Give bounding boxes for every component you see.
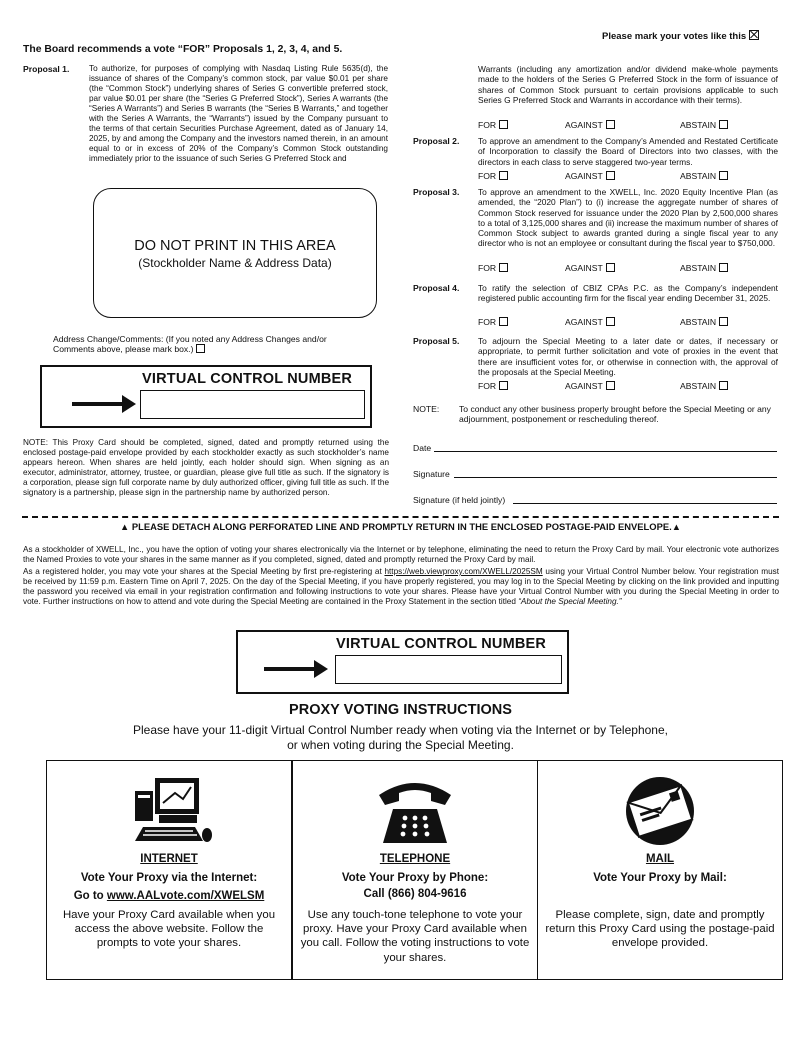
virtual-control-number-label-bottom: VIRTUAL CONTROL NUMBER xyxy=(336,636,547,652)
telephone-method-box xyxy=(292,760,538,980)
vote-against: AGAINST xyxy=(565,120,615,130)
virtual-control-number-label: VIRTUAL CONTROL NUMBER xyxy=(142,371,353,387)
joint-signature-line[interactable] xyxy=(513,503,777,504)
do-not-print-title: DO NOT PRINT IN THIS AREA xyxy=(134,238,336,254)
computer-icon xyxy=(125,775,215,847)
vote-for: FOR xyxy=(478,120,508,130)
date-line[interactable] xyxy=(434,451,777,452)
telephone-heading: TELEPHONE xyxy=(379,853,451,865)
virtual-control-number-field[interactable] xyxy=(140,390,365,419)
virtual-control-number-field-bottom[interactable] xyxy=(335,655,562,684)
proposal-5-label: Proposal 5. xyxy=(413,336,460,346)
arrow-right-icon xyxy=(72,402,124,406)
joint-signature-label: Signature (if held jointly) xyxy=(413,495,506,505)
mark-votes-instruction: Please mark your votes like this xyxy=(602,30,759,42)
proposal-4-against-checkbox[interactable] xyxy=(606,317,615,326)
virtual-control-number-box-bottom xyxy=(236,630,569,694)
preregistration-link[interactable]: https://web.viewproxy.com/XWELL/2025SM xyxy=(384,567,543,576)
address-change-note: Address Change/Comments: (If you noted any Address Changes and/or Comments above, please mark box.) xyxy=(53,334,327,355)
proposal-1-label: Proposal 1. xyxy=(23,64,70,74)
mail-heading: MAIL xyxy=(645,853,675,865)
proposal-5-text: To adjourn the Special Meeting to a later date or dates, if necessary or appropriate, to permit further solicitation and vote of proxies in the event that there are insufficient votes for, or otherwise in connection with, the approval of the proposals at the Special Meeting. xyxy=(478,336,778,377)
internet-heading: INTERNET xyxy=(140,853,198,865)
proposal-4-abstain-checkbox[interactable] xyxy=(719,317,728,326)
detach-instruction: ▲ PLEASE DETACH ALONG PERFORATED LINE AND PROMPTLY RETURN IN THE ENCLOSED POSTAGE-PAID ENVELOPE.▲ xyxy=(120,521,681,532)
registered-holder-paragraph: As a registered holder, you may vote your shares at the Special Meeting by first pre-registering at https://web.viewproxy.com/XWELL/2025SM using your Virtual Control Number below. Your registration must be received by 11:59 p.m. Eastern Time on April 7, 2025. On the day of the Special Meeting, if you have properly registered, you may log in to the Special Meeting by clicking on the link provided and inputting the password you received via email in your registration confirmation and following instructions to vote your shares. Please have your Virtual Control Number with you during the Special Meeting in order to vote. Further instructions on how to attend and vote during the Special Meeting are contained in the Proxy Statement in the section titled “About the Special Meeting.” xyxy=(23,567,780,606)
proposal-1-text: To authorize, for purposes of complying with Nasdaq Listing Rule 5635(d), the issuance of shares of the Company’s common stock, par value $0.01 per share (the “Common Stock”) underlying shares of Series G convertible preferred stock, par value $0.01 per share (the “Series G Preferred Stock”), Series A warrants (the “Series A Warrants”) and Series B warrants (the “Series B Warrants,” and together with the Series A Warrants, the “Warrants”) issued by the Company pursuant to the terms of that certain Securities Purchase Agreement, dated as of January 14, 2025, by and among the Company and the investors named therein, in an amount equal to or in excess of 20% of the Company’s Common Stock outstanding immediately prior to the issuance of such Series G Preferred Stock and xyxy=(89,64,388,163)
signature-label: Signature xyxy=(413,469,450,479)
telephone-number[interactable]: Call (866) 804-9616 xyxy=(363,888,467,900)
internet-subheading: Vote Your Proxy via the Internet: xyxy=(80,872,258,884)
electronic-voting-paragraph: As a stockholder of XWELL, Inc., you have the option of voting your shares electronically via the Internet or by telephone, eliminating the need to return the Proxy Card by mail. Your electronic vote authorizes the Named Proxies to vote your shares in the same manner as if you completed, signed, dated and promptly returned the Proxy Card by mail. xyxy=(23,545,779,564)
proxy-voting-title: PROXY VOTING INSTRUCTIONS xyxy=(289,702,512,718)
address-change-checkbox[interactable] xyxy=(196,344,205,353)
instructions-line-1: Please have your 11-digit Virtual Control Number ready when voting via the Internet or by Telephone, xyxy=(133,723,668,737)
mail-method-box xyxy=(537,760,783,980)
proposal-3-for-checkbox[interactable] xyxy=(499,263,508,272)
proposal-4-text: To ratify the selection of CBIZ CPAs P.C. as the Company’s independent registered public accounting firm for the fiscal year ending December 31, 2025. xyxy=(478,283,778,304)
internet-method-box xyxy=(46,760,292,980)
signature-line[interactable] xyxy=(454,477,777,478)
instructions-line-2: or when voting during the Special Meeting. xyxy=(287,738,514,752)
vote-abstain: ABSTAIN xyxy=(680,120,728,130)
proposal-2-label: Proposal 2. xyxy=(413,136,460,146)
proposal-3-abstain-checkbox[interactable] xyxy=(719,263,728,272)
proxy-card-note: NOTE: This Proxy Card should be completed, signed, dated and promptly returned using the enclosed postage-paid envelope provided by each stockholder exactly as such stockholder’s name appears hereon. When shares are held jointly, each holder should sign. When signing as an executor, administrator, attorney, trustee, or guardian, please give full title as such. If the signatory is a corporation, please sign full corporate name by duly authorized officer, giving full title as such. If the signatory is a partnership, please sign in the partnership name by authorized person. xyxy=(23,438,389,497)
proposal-1-abstain-checkbox[interactable] xyxy=(719,120,728,129)
proposal-2-for-checkbox[interactable] xyxy=(499,171,508,180)
other-business-text: To conduct any other business properly brought before the Special Meeting or any adjournment, postponement or rescheduling thereof. xyxy=(459,404,771,425)
proposal-4-for-checkbox[interactable] xyxy=(499,317,508,326)
other-business-label: NOTE: xyxy=(413,404,440,414)
proposal-5-against-checkbox[interactable] xyxy=(606,381,615,390)
proposal-2-against-checkbox[interactable] xyxy=(606,171,615,180)
telephone-subheading: Vote Your Proxy by Phone: xyxy=(341,872,489,884)
do-not-print-subtitle: (Stockholder Name & Address Data) xyxy=(138,256,332,270)
proposal-3-label: Proposal 3. xyxy=(413,187,460,197)
date-label: Date xyxy=(413,443,432,453)
envelope-icon xyxy=(616,771,702,847)
internet-goto: Go to www.AALvote.com/XWELSM xyxy=(73,890,265,902)
proposal-5-for-checkbox[interactable] xyxy=(499,381,508,390)
proposal-2-abstain-checkbox[interactable] xyxy=(719,171,728,180)
example-marked-checkbox xyxy=(749,30,759,40)
proposal-4-label: Proposal 4. xyxy=(413,283,460,293)
proposal-3-against-checkbox[interactable] xyxy=(606,263,615,272)
telephone-icon xyxy=(375,773,455,847)
mail-subheading: Vote Your Proxy by Mail: xyxy=(593,872,727,884)
proposal-2-text: To approve an amendment to the Company’s Amended and Restated Certificate of Incorporation to classify the Board of Directors into two classes, with the directors in each class to serve staggered two-year terms. xyxy=(478,136,778,167)
proposal-3-text: To approve an amendment to the XWELL, Inc. 2020 Equity Incentive Plan (as amended, the “2020 Plan”) to (i) increase the aggregate number of shares of Common Stock reserved for issuance under the 2020 Plan by 2,500,000 shares to a total of 3,125,000 shares and (ii) increase the maximum number of shares of Common Stock subject to awards granted during a single fiscal year to any director who is not an employee or consultant during the fiscal year to $750,000. xyxy=(478,187,778,249)
virtual-control-number-box-top xyxy=(40,365,372,428)
telephone-description: Use any touch-tone telephone to vote your proxy. Have your Proxy Card available when you call. Follow the voting instructions to vote your shares. xyxy=(300,909,530,964)
arrow-right-icon xyxy=(264,667,316,671)
section-title: “About the Special Meeting.” xyxy=(518,597,622,606)
address-data-area xyxy=(93,188,377,318)
internet-description: Have your Proxy Card available when you access the above website. Follow the prompts to vote your shares. xyxy=(62,909,276,950)
internet-voting-url[interactable]: www.AALvote.com/XWELSM xyxy=(106,890,265,902)
proposal-1-for-checkbox[interactable] xyxy=(499,120,508,129)
proposal-1-against-checkbox[interactable] xyxy=(606,120,615,129)
perforation-line xyxy=(22,516,779,518)
proposal-1-continuation: Warrants (including any amortization and/or dividend make-whole payments made to the holders of the Series G Preferred Stock in the form of issuance of shares of Common Stock pursuant to certain provisions applicable to such Series G Preferred Stock and Warrants in accordance with their terms). xyxy=(478,64,778,105)
proposal-5-abstain-checkbox[interactable] xyxy=(719,381,728,390)
mail-description: Please complete, sign, date and promptly return this Proxy Card using the postage-paid envelope provided. xyxy=(545,909,775,950)
board-recommendation: The Board recommends a vote “FOR” Proposals 1, 2, 3, 4, and 5. xyxy=(23,44,343,55)
